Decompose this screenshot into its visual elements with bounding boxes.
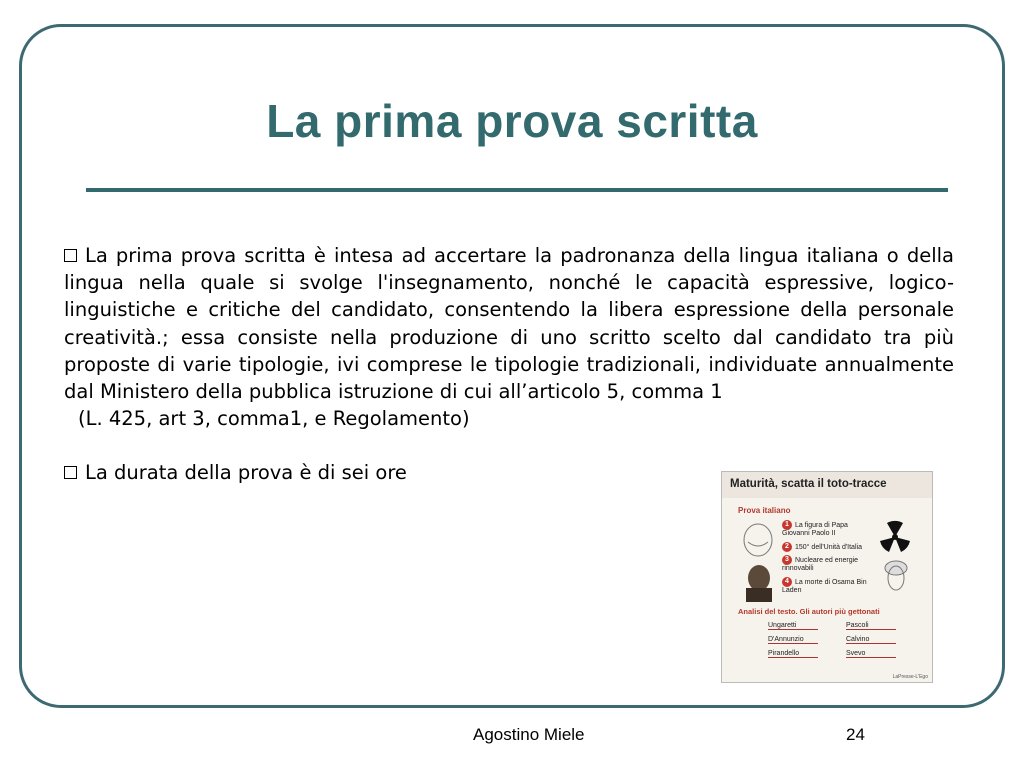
clipping-item-1: 1 La figura di Papa Giovanni Paolo II — [782, 521, 848, 537]
clipping-item-2: 2 150° dell'Unità d'Italia — [782, 542, 872, 552]
clipping-author: Pirandello — [768, 650, 818, 658]
footer-author: Agostino Miele — [473, 725, 585, 744]
title-divider — [86, 188, 948, 192]
bin-laden-portrait-icon — [878, 556, 914, 600]
newspaper-clipping — [721, 471, 933, 683]
page-number: 24 — [846, 725, 865, 744]
clipping-author: D'Annunzio — [768, 636, 818, 644]
clipping-author: Calvino — [846, 636, 896, 644]
clipping-item-4: 4 La morte di Osama Bin Laden — [782, 578, 867, 594]
clipping-author: Pascoli — [846, 622, 896, 630]
clipping-author: Ungaretti — [768, 622, 818, 630]
slide-body — [64, 242, 954, 487]
radiation-icon — [878, 520, 912, 554]
garibaldi-portrait-icon — [740, 562, 778, 602]
clipping-author: Svevo — [846, 650, 896, 658]
clipping-authors-title: Analisi del testo. Gli autori più gettonati — [738, 607, 880, 616]
slide-title: La prima prova scritta — [266, 95, 758, 147]
clipping-section-title: Prova italiano — [738, 506, 791, 515]
clipping-credit: LaPresse-L'Ego — [892, 674, 928, 680]
checkbox-bullet-icon — [64, 466, 77, 479]
bullet-paragraph-1 — [64, 242, 954, 405]
clipping-headline: Maturità, scatta il toto-tracce — [722, 472, 932, 498]
paragraph-2-text: La durata della prova è di sei ore — [85, 461, 407, 485]
clipping-item-3: 3 Nucleare ed energie rinnovabili — [782, 556, 859, 572]
pope-portrait-icon — [736, 520, 780, 560]
reference-line: (L. 425, art 3, comma1, e Regolamento) — [78, 407, 470, 431]
paragraph-1-text: La prima prova scritta è intesa ad accertare la padronanza della lingua italiana o della lingua nella quale si svolge l'insegnamento, nonché le capacità espressive, logico-linguistiche e critiche del candidato, consentendo la libera espressione della personale creatività.; essa consiste nella produzione di uno scritto scelto dal candidato tra più proposte di varie tipologie, ivi comprese le tipologie tradizionali, individuate annualmente dal Ministero della pubblica istruzione di cui all’articolo 5, comma 1 — [64, 244, 954, 404]
checkbox-bullet-icon — [64, 249, 77, 262]
